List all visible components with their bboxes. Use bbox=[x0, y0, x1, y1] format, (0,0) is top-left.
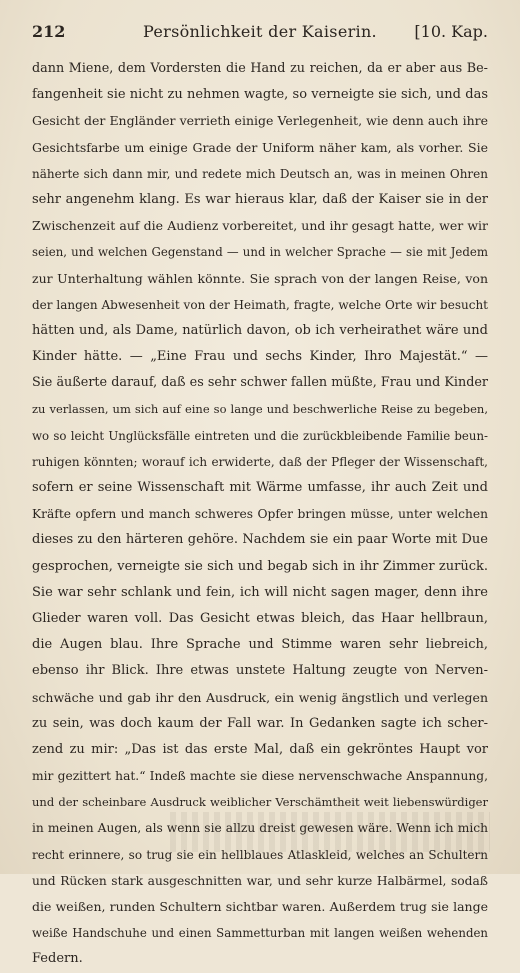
text-line: und der scheinbare Ausdruck weiblicher Verschämtheit weit liebenswürdiger bbox=[32, 795, 488, 810]
text-line: dann Miene, dem Vordersten die Hand zu reichen, da er aber aus Be- bbox=[32, 61, 488, 76]
text-line: seien, und welchen Gegenstand — und in welcher Sprache — sie mit Jedem bbox=[32, 245, 488, 260]
page-header bbox=[32, 22, 488, 46]
text-line: der langen Abwesenheit von der Heimath, fragte, welche Orte wir besucht bbox=[32, 297, 488, 312]
text-line: hätten und, als Dame, natürlich davon, ob ich verheirathet wäre und bbox=[32, 322, 488, 338]
text-line: schwäche und gab ihr den Ausdruck, ein wenig ängstlich und verlegen bbox=[32, 689, 488, 705]
text-line: fangenheit sie nicht zu nehmen wagte, so verneigte sie sich, und das bbox=[32, 87, 488, 103]
text-line: weiße Handschuhe und einen Sammetturban mit langen weißen wehenden bbox=[32, 926, 488, 941]
text-line: wo so leicht Unglücksfälle eintreten und die zurückbleibende Familie beun- bbox=[32, 428, 488, 443]
running-title: Persönlichkeit der Kaiserin. bbox=[143, 22, 377, 41]
text-line: Zwischenzeit auf die Audienz vorbereitet, und ihr gesagt hatte, wer wir bbox=[32, 218, 488, 234]
text-line: die Augen blau. Ihre Sprache und Stimme waren sehr liebreich, bbox=[32, 637, 488, 653]
text-line: Glieder waren voll. Das Gesicht etwas bleich, das Haar hellbraun, bbox=[32, 610, 488, 626]
text-line: sofern er seine Wissenschaft mit Wärme umfasse, ihr auch Zeit und bbox=[32, 480, 488, 495]
text-line: ruhigen könnten; worauf ich erwiderte, daß der Pfleger der Wissenschaft, bbox=[32, 454, 488, 469]
text-line: Federn. bbox=[32, 951, 83, 967]
text-line: gesprochen, verneigte sie sich und begab sich in ihr Zimmer zurück. bbox=[32, 558, 488, 574]
text-line: zu verlassen, um sich auf eine so lange und beschwerliche Reise zu begeben, bbox=[32, 402, 488, 417]
body-text bbox=[32, 56, 488, 973]
text-line: Kinder hätte. — „Eine Frau und sechs Kinder, Ihro Majestät.“ — bbox=[32, 349, 488, 365]
text-line: zend zu mir: „Das ist das erste Mal, daß ein gekröntes Haupt vor bbox=[32, 741, 488, 757]
text-line: die weißen, runden Schultern sichtbar waren. Außerdem trug sie lange bbox=[32, 899, 488, 914]
text-line: zur Unterhaltung wählen könnte. Sie sprach von der langen Reise, von bbox=[32, 270, 488, 286]
text-line: recht erinnere, so trug sie ein hellblaues Atlaskleid, welches an Schultern bbox=[32, 847, 488, 862]
chapter-marker: [10. Kap. bbox=[414, 22, 488, 41]
text-line: Gesicht der Engländer verrieth einige Verlegenheit, wie denn auch ihre bbox=[32, 113, 488, 129]
text-line: ebenso ihr Blick. Ihre etwas unstete Haltung zeugte von Nerven- bbox=[32, 663, 488, 679]
text-line: Sie äußerte darauf, daß es sehr schwer fallen müßte, Frau und Kinder bbox=[32, 375, 488, 391]
text-line: mir gezittert hat.“ Indeß machte sie diese nervenschwache Anspannung, bbox=[32, 769, 488, 784]
text-line: Kräfte opfern und manch schweres Opfer bringen müsse, unter welchen bbox=[32, 507, 488, 522]
page-number: 212 bbox=[32, 22, 66, 41]
text-line: zu sein, was doch kaum der Fall war. In Gedanken sagte ich scher- bbox=[32, 715, 488, 731]
text-line: näherte sich dann mir, und redete mich Deutsch an, was in meinen Ohren bbox=[32, 166, 488, 181]
text-line: Sie war sehr schlank und fein, ich will nicht sagen mager, denn ihre bbox=[32, 584, 488, 600]
text-line: dieses zu den härteren gehöre. Nachdem sie ein paar Worte mit Due bbox=[32, 532, 488, 548]
text-line: und Rücken stark ausgeschnitten war, und sehr kurze Halbärmel, sodaß bbox=[32, 873, 488, 888]
text-line: in meinen Augen, als wenn sie allzu dreist gewesen wäre. Wenn ich mich bbox=[32, 821, 488, 836]
text-line: Gesichtsfarbe um einige Grade der Uniform näher kam, als vorher. Sie bbox=[32, 139, 488, 155]
text-line: sehr angenehm klang. Es war hieraus klar, daß der Kaiser sie in der bbox=[32, 191, 488, 207]
